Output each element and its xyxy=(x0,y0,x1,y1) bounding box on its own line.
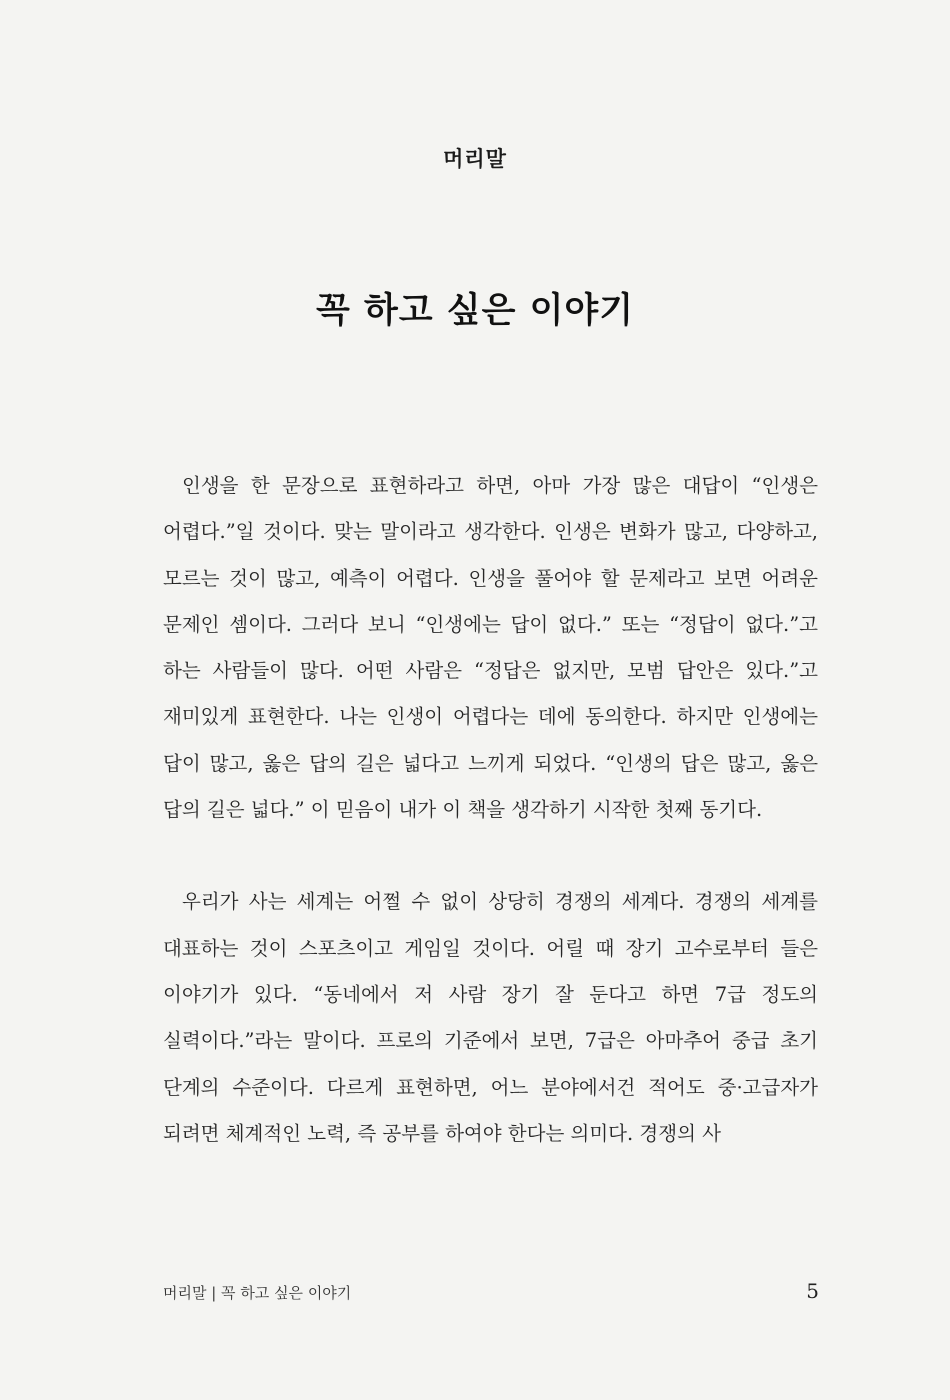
body-text xyxy=(163,463,818,1157)
page-number: 5 xyxy=(806,1279,819,1303)
chapter-title: 꼭 하고 싶은 이야기 xyxy=(315,291,635,331)
paragraph-2: 우리가 사는 세계는 어쩔 수 없이 상당히 경쟁의 세계다. 경쟁의 세계를 대표하는 것이 스포츠이고 게임일 것이다. 어릴 때 장기 고수로부터 들은 이야기가 있다. “동네에서 저 사람 장기 잘 둔다고 하면 7급 정도의 실력이다.”라는 말이다. 프로의 기준에서 보면, 7급은 아마추어 중급 초기 단계의 수준이다. 다르게 표현하면, 어느 분야에서건 적어도 중·고급자가 되려면 체계적인 노력, 즉 공부를 하여야 한다는 의미다. 경쟁의 사 xyxy=(163,890,818,1145)
section-label: 머리말 xyxy=(443,147,507,171)
paragraph-1: 인생을 한 문장으로 표현하라고 하면, 아마 가장 많은 대답이 “인생은 어렵다.”일 것이다. 맞는 말이라고 생각한다. 인생은 변화가 많고, 다양하고, 모르는 것이 많고, 예측이 어렵다. 인생을 풀어야 할 문제라고 보면 어려운 문제인 셈이다. 그러다 보니 “인생에는 답이 없다.” 또는 “정답이 없다.”고 하는 사람들이 많다. 어떤 사람은 “정답은 없지만, 모범 답안은 있다.”고 재미있게 표현한다. 나는 인생이 어렵다는 데에 동의한다. 하지만 인생에는 답이 많고, 옳은 답의 길은 넓다고 느끼게 되었다. “인생의 답은 많고, 옳은 답의 길은 넓다.” 이 믿음이 내가 이 책을 생각하기 시작한 첫째 동기다. xyxy=(163,474,818,822)
footer-running-head: 머리말 | 꼭 하고 싶은 이야기 xyxy=(163,1284,352,1302)
